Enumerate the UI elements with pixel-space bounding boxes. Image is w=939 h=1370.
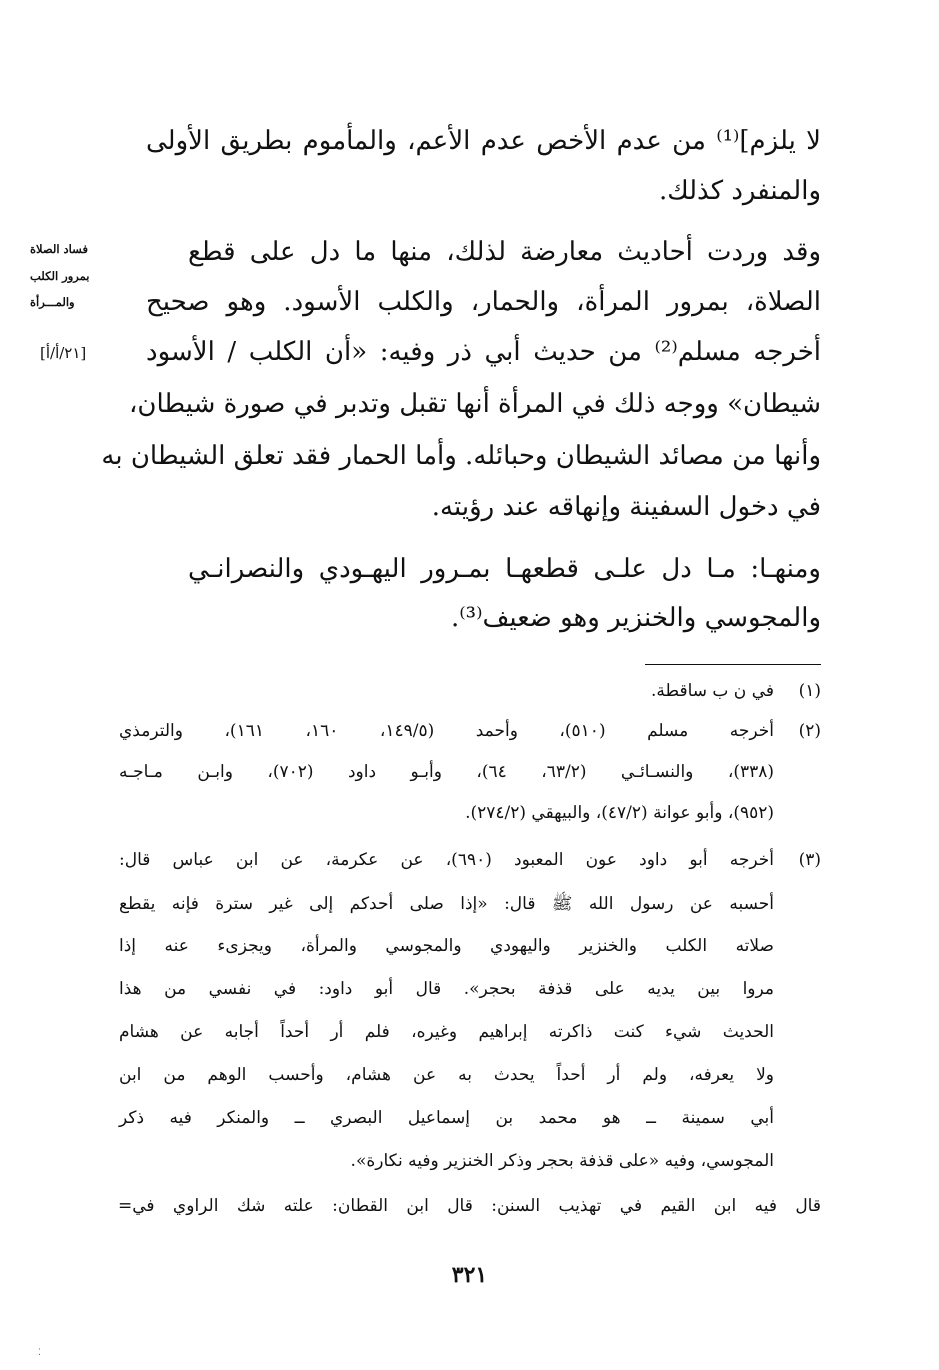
footnote-2-number: (٢) [798, 721, 821, 741]
footnote-2-line-2: (٣٣٨)، والنسـائـي (٦٣/٢، ٦٤)، وأبـو داود (٧٠٢)، وابـن مـاجـه [119, 762, 774, 782]
folio-marker: [٢١/أ/أ] [40, 344, 87, 362]
footnote-3-line-7: أبي سمينة ــ هو محمد بن إسماعيل البصري ــ والمنكر فيه ذكر [119, 1108, 774, 1128]
body-line-2: والمنفرد كذلك. [658, 176, 821, 206]
footnote-1-number: (١) [798, 681, 821, 701]
scan-speck: ⁚ [38, 1348, 41, 1358]
footnote-3-number: (٣) [798, 850, 821, 870]
margin-note-line-2: بمرور الكلب [30, 269, 90, 283]
footnote-3-line-8: المجوسي، وفيه «على قذفة بحجر وذكر الخنزير وفيه نكارة». [350, 1151, 774, 1171]
footnote-3-line-4: مروا بين يديه على قذفة بحجر». قال أبو داود: في نفسي من هذا [119, 979, 774, 999]
body-line-8: في دخول السفينة وإنهاقه عند رؤيته. [431, 492, 821, 522]
footnote-2-line-1: أخرجه مسلم (٥١٠)، وأحمد (١٤٩/٥، ١٦٠، ١٦١)، والترمذي [119, 721, 775, 741]
body-line-4: الصلاة، بمرور المرأة، والحمار، والكلب الأسود. وهو صحيح [146, 287, 821, 317]
footnote-separator [645, 664, 821, 665]
body-line-7: وأنها من مصائد الشيطان وحبائله. وأما الحمار فقد تعلق الشيطان به [101, 441, 821, 471]
footnote-3-line-1: أخرجه أبو داود عون المعبود (٦٩٠)، عن عكرمة، عن ابن عباس قال: [119, 850, 774, 870]
footnote-3-line-6: ولا يعرفه، ولم أر أحداً يحدث به عن هشام، وأحسب الوهم من ابن [119, 1065, 774, 1085]
footnote-3-line-3: صلاته الكلب والخنزير واليهودي والمجوسي والمرأة، ويجزىء عنه إذا [119, 936, 774, 956]
margin-note-line-3: والمـــرأة [30, 295, 75, 309]
footnote-continuation: قال فيه ابن القيم في تهذيب السنن: قال ابن القطان: علته شك الراوي في= [118, 1196, 821, 1216]
body-line-1: لا يلزم]⁽¹⁾ من عدم الأخص عدم الأعم، والمأموم بطريق الأولى [146, 126, 821, 156]
body-line-3: وقد وردت أحاديث معارضة لذلك، منها ما دل على قطع [188, 237, 821, 267]
footnote-3-line-2: أحسبه عن رسول الله ﷺ قال: «إذا صلى أحدكم إلى غير سترة فإنه يقطع [119, 894, 774, 914]
body-line-10: والمجوسي والخنزير وهو ضعيف⁽³⁾. [450, 603, 821, 633]
footnote-1-text: في ن ب ساقطة. [650, 681, 774, 701]
body-line-6: شيطان» ووجه ذلك في المرأة أنها تقبل وتدبر في صورة شيطان، [129, 389, 821, 419]
footnote-3-line-5: الحديث شيء كنت ذاكرته إبراهيم وغيره، فلم أر أحداً أجابه عن هشام [119, 1022, 774, 1042]
page-number: ٣٢١ [451, 1262, 488, 1288]
body-line-5: أخرجه مسلم⁽²⁾ من حديث أبي ذر وفيه: «أن الكلب / الأسود [146, 337, 821, 367]
body-line-9: ومنهـا: مـا دل علـى قطعهـا بمـرور اليهـودي والنصرانـي [188, 554, 821, 584]
margin-note-line-1: فساد الصلاة [30, 242, 88, 256]
footnote-2-line-3: (٩٥٢)، وأبو عوانة (٤٧/٢)، والبيهقي (٢٧٤/٢). [465, 803, 774, 823]
